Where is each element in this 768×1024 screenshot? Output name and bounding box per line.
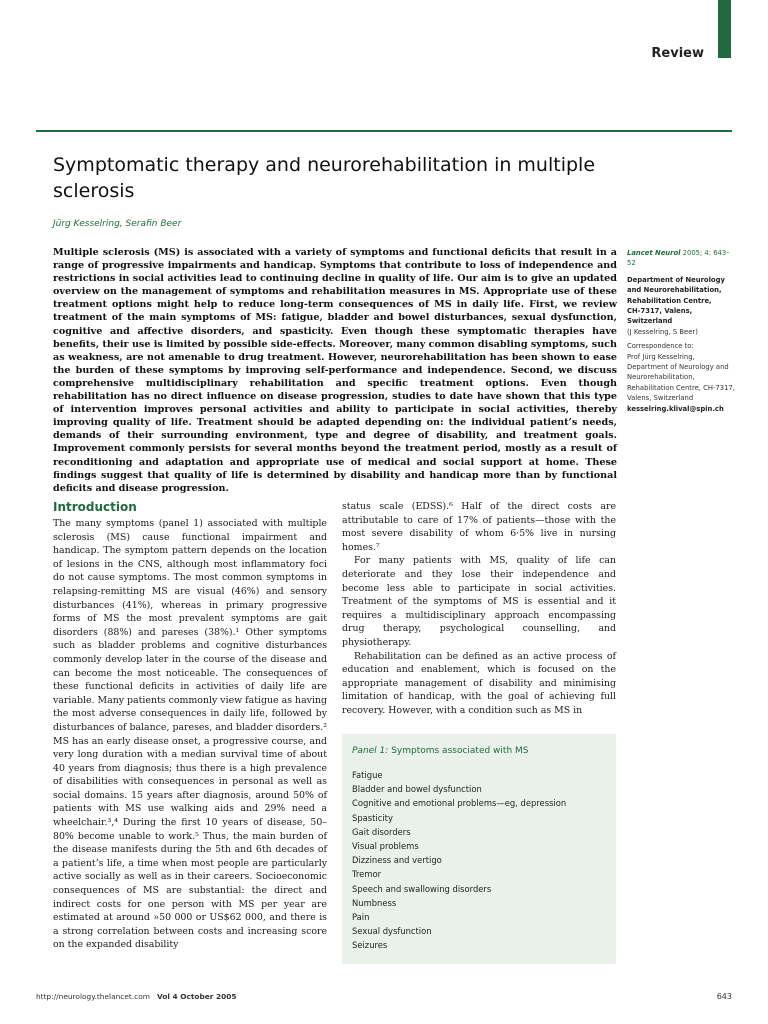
article-sidebar [627,248,737,416]
journal-name: Lancet Neurol [627,249,681,257]
body-column-right [342,500,616,718]
list-item: Fatigue [352,770,383,780]
article-authors: Jürg Kesselring, Serafin Beer [53,219,182,229]
issue-info: Vol 4 October 2005 [157,992,237,1001]
list-item: Gait disorders [352,826,411,837]
section-heading-introduction: Introduction [53,500,137,514]
correspondence-label: Correspondence to: [627,342,694,351]
correspondence [627,341,737,414]
page-number: 643 [716,992,732,1001]
list-item: Visual problems [352,841,419,852]
abstract: Multiple sclerosis (MS) is associated with a variety of symptoms and functional deficits that result in a range of progressive impairments and handicap. Symptoms that contribute to loss of independence and restrictions in social activities lead to continuing decline in quality of life. Our aim is to give an updated overview on the management of symptoms and rehabilitation measures in MS. Appropriate use of these treatment options might help to reduce long-term consequences of MS in daily life. First, we review treatment of the main symptoms of MS: fatigue, bladder and bowel disturbances, sexual dysfunction, cognitive and affective disorders, and spasticity. Even though these symptomatic therapies have benefits, their use is limited by possible side-effects. Moreover, many common disabling symptoms, such as weakness, are not amenable to drug treatment. However, neurorehabilitation has been shown to ease the burden of these symptoms by improving self-performance and independence. Second, we discuss comprehensive multidisciplinary rehabilitation and specific treatment options. Even though rehabilitation has no direct influence on disease progression, studies to date have shown that this type of intervention improves personal activities and ability to participate in social activities, thereby improving quality of life. Treatment should be adapted depending on: the individual patient’s needs, demands of their surrounding environment, type and degree of disability, and treatment goals. Improvement commonly persists for several months beyond the treatment period, mostly as a result of reconditioning and adaptation and appropriate use of medical and social support at home. These findings suggest that quality of life is determined by disability and handicap more than by functional deficits and disease progression. [53,247,617,494]
affiliation-line-2: Rehabilitation Centre, [627,296,712,305]
affiliation-line-1: Department of Neurology and Neurorehabilitation, [627,275,725,295]
panel-title [352,746,529,756]
correspondence-email[interactable]: kesselring.klival@spin.ch [627,404,724,413]
list-item: Speech and swallowing disorders [352,883,492,894]
panel-label: Panel 1: [352,746,389,756]
body-paragraph: The many symptoms (panel 1) associated with multiple sclerosis (MS) cause functional impairment and handicap. The symptom pattern depends on the location of lesions in the CNS, although most inflammatory foci do not cause symptoms. The most common symptoms in relapsing-remitting MS are visual (46%) and sensory disturbances (41%), whereas in primary progressive forms of MS the most prevalent symptoms are gait disorders (88%) and pareses (38%).¹ Other symptoms such as bladder problems and cognitive disturbances commonly develop later in the course of the disease and can become the most noticeable. The consequences of these functional deficits in activities of daily life are variable. Many patients commonly view fatigue as having the most adverse consequences in daily life, followed by disturbances of balance, pareses, and bladder disorders.² MS has an early disease onset, a progressive course, and very long duration with a median survival time of about 40 years from diagnosis; thus there is a high prevalence of disabilities with consequences in personal as well as social domains. 15 years after diagnosis, around 50% of patients with MS use walking aids and 29% need a wheelchair.³,⁴ During the first 10 years of disease, 50–80% become unable to work.⁵ Thus, the main burden of the disease manifests during the 5th and 6th decades of a patient’s life, a time when most people are particularly active socially as well as in their careers. Socioeconomic consequences of MS are substantial: the direct and indirect costs for one person with MS per year are estimated at around »50 000 or US$62 000, and there is a strong correlation between costs and increasing score on the expanded disability [53,518,327,951]
footer-left [36,992,237,1001]
list-item: Bladder and bowel dysfunction [352,784,482,795]
header-rule [36,130,732,132]
affiliation-line-3: CH-7317, Valens, Switzerland [627,307,693,326]
article-title: Symptomatic therapy and neurorehabilitation in multiple sclerosis [53,154,596,202]
citation-line [627,248,737,269]
body-paragraph: Rehabilitation can be defined as an active process of education and enablement, which is focused on the appropriate management of disability and minimising limitation of handicap, with the goal of achieving full recovery. However, with a condition such as MS in [342,650,616,716]
symptom-panel [342,734,616,964]
body-paragraph: status scale (EDSS).⁶ Half of the direct costs are attributable to care of 17% of patients—those with the most severe disability of whom 6·5% live in nursing homes.⁷ [342,501,616,553]
list-item: Tremor [352,869,382,880]
symptom-list [352,768,566,953]
affiliation [627,275,737,337]
citation-details: 2005; 4: 643–52 [627,249,730,268]
list-item: Cognitive and emotional problems—eg, depression [352,798,567,809]
list-item: Dizziness and vertigo [352,855,442,866]
body-column-left [53,500,327,952]
panel-heading: Symptoms associated with MS [391,746,529,756]
section-tab-marker [718,0,731,58]
journal-url[interactable]: http://neurology.thelancet.com [36,992,150,1001]
body-paragraph: For many patients with MS, quality of life can deteriorate and they lose their independence and become less able to participate in social activities. Treatment of the symptoms of MS is essential and it requires a multidisciplinary approach encompassing drug therapy, psychological counselling, and physiotherapy. [342,555,616,648]
list-item: Sexual dysfunction [352,926,432,937]
affiliation-authors: (J Kesselring, S Beer) [627,327,698,336]
section-label: Review [651,46,704,61]
list-item: Numbness [352,897,397,908]
list-item: Spasticity [352,812,393,823]
list-item: Pain [352,912,370,923]
correspondence-address: Prof Jürg Kesselring, Department of Neurology and Neurorehabilitation, Rehabilitation Centre, CH-7317, Valens, Switzerland [627,352,735,403]
list-item: Seizures [352,940,388,951]
